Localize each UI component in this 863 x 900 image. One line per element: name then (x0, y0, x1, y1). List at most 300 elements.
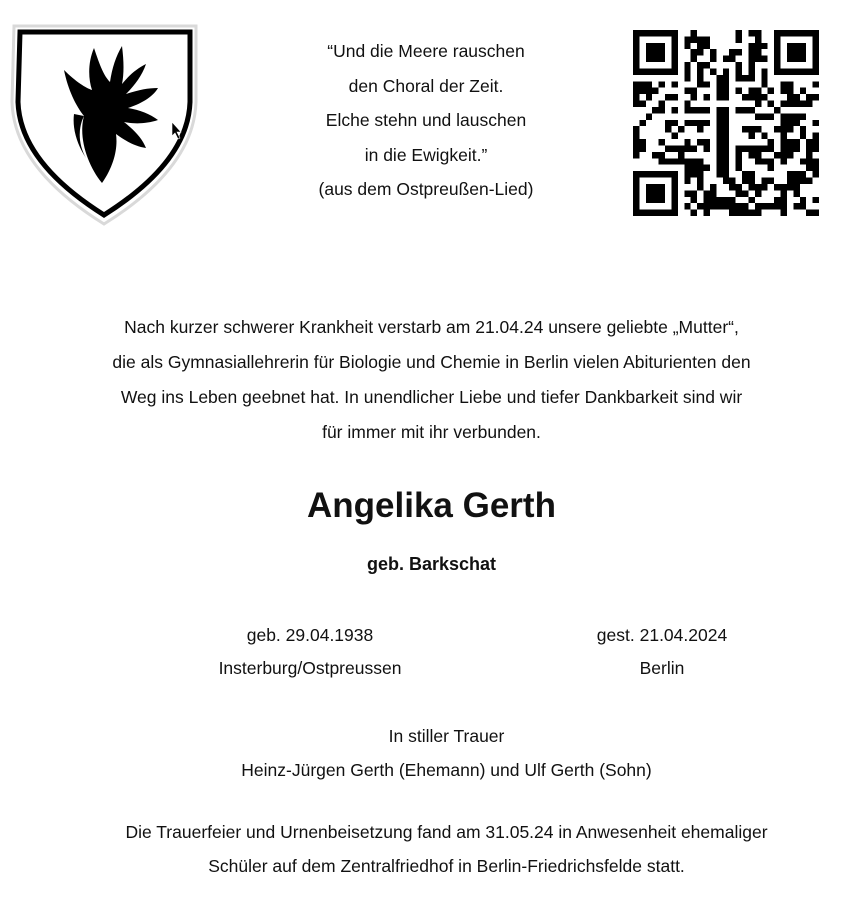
qr-module (704, 81, 710, 87)
qr-module (800, 30, 806, 36)
qr-module (781, 152, 787, 158)
qr-module (652, 43, 658, 49)
qr-module (774, 49, 780, 55)
qr-module (665, 145, 671, 151)
qr-module (659, 184, 665, 190)
qr-module (800, 126, 806, 132)
qr-module (806, 178, 812, 184)
qr-module (748, 107, 754, 113)
qr-module (781, 126, 787, 132)
qr-module (710, 190, 716, 196)
qr-module (755, 190, 761, 196)
motto-quote (250, 34, 602, 207)
qr-module (710, 68, 716, 74)
qr-module (633, 81, 639, 87)
maiden-name: geb. Barkschat (366, 554, 497, 574)
qr-module (787, 81, 793, 87)
qr-module (806, 101, 812, 107)
intro-line: Weg ins Leben geebnet hat. In unendlicher Liebe und tiefer Dankbarkeit sind wir (120, 387, 743, 407)
qr-module (774, 36, 780, 42)
qr-module (748, 210, 754, 216)
qr-module (787, 30, 793, 36)
qr-module (652, 210, 658, 216)
qr-module (671, 133, 677, 139)
qr-module (806, 210, 812, 216)
qr-module (691, 120, 697, 126)
qr-module (781, 139, 787, 145)
qr-module (736, 62, 742, 68)
qr-module (742, 75, 748, 81)
qr-module (729, 210, 735, 216)
qr-module (684, 158, 690, 164)
qr-module (671, 68, 677, 74)
qr-module (742, 126, 748, 132)
qr-module (723, 203, 729, 209)
qr-module (793, 184, 799, 190)
qr-module (761, 203, 767, 209)
qr-module (633, 203, 639, 209)
qr-module (793, 171, 799, 177)
qr-module (716, 203, 722, 209)
qr-module (787, 139, 793, 145)
qr-module (742, 203, 748, 209)
qr-module (639, 30, 645, 36)
qr-module (800, 197, 806, 203)
qr-module (646, 49, 652, 55)
qr-module (768, 165, 774, 171)
qr-module (639, 88, 645, 94)
qr-module (678, 126, 684, 132)
qr-module (748, 30, 754, 36)
qr-module (768, 88, 774, 94)
qr-module (781, 197, 787, 203)
qr-module (723, 171, 729, 177)
qr-module (793, 49, 799, 55)
qr-module (659, 152, 665, 158)
qr-module (684, 165, 690, 171)
elk-antler-coat-of-arms-icon (6, 18, 202, 230)
qr-module (716, 81, 722, 87)
qr-module (755, 94, 761, 100)
qr-module (813, 56, 819, 62)
qr-module (652, 107, 658, 113)
qr-module (768, 113, 774, 119)
qr-module (659, 190, 665, 196)
qr-module (704, 94, 710, 100)
qr-module (774, 152, 780, 158)
qr-module (793, 120, 799, 126)
qr-module (633, 133, 639, 139)
qr-module (793, 178, 799, 184)
qr-module (646, 190, 652, 196)
qr-module (697, 81, 703, 87)
qr-module (748, 197, 754, 203)
qr-module (755, 113, 761, 119)
qr-module (646, 88, 652, 94)
qr-module (716, 75, 722, 81)
qr-module (716, 145, 722, 151)
qr-module (639, 171, 645, 177)
qr-module (736, 88, 742, 94)
service-line: Die Trauerfeier und Urnenbeisetzung fand am 31.05.24 in Anwesenheit ehemaliger (125, 822, 768, 842)
qr-module (729, 178, 735, 184)
qr-module (684, 171, 690, 177)
qr-module (781, 184, 787, 190)
qr-module (697, 165, 703, 171)
qr-module (800, 68, 806, 74)
death-place: Berlin (639, 658, 685, 678)
qr-module (704, 165, 710, 171)
intro-line: Nach kurzer schwerer Krankheit verstarb am 21.04.24 unsere geliebte „Mutter“, (124, 317, 739, 337)
qr-module (768, 145, 774, 151)
qr-module (704, 139, 710, 145)
qr-module (659, 139, 665, 145)
qr-module (704, 43, 710, 49)
qr-module (755, 88, 761, 94)
qr-module (646, 197, 652, 203)
qr-module (704, 203, 710, 209)
qr-module (671, 49, 677, 55)
qr-module (691, 30, 697, 36)
qr-module (806, 94, 812, 100)
qr-module (806, 165, 812, 171)
qr-module (781, 101, 787, 107)
qr-module (697, 178, 703, 184)
qr-module (787, 145, 793, 151)
qr-module (729, 197, 735, 203)
qr-module (671, 190, 677, 196)
qr-module (684, 36, 690, 42)
qr-module (659, 56, 665, 62)
qr-module (671, 107, 677, 113)
qr-module (813, 94, 819, 100)
qr-module (729, 56, 735, 62)
qr-module (787, 101, 793, 107)
qr-module (774, 184, 780, 190)
qr-module (633, 94, 639, 100)
qr-module (678, 158, 684, 164)
qr-module (813, 81, 819, 87)
qr-module (633, 101, 639, 107)
qr-module (781, 158, 787, 164)
qr-module (761, 43, 767, 49)
qr-module (716, 133, 722, 139)
qr-module (736, 68, 742, 74)
mourners: Heinz-Jürgen Gerth (Ehemann) und Ulf Gerth (Sohn) (241, 760, 652, 780)
qr-module (716, 120, 722, 126)
qr-module (671, 203, 677, 209)
qr-module (671, 56, 677, 62)
qr-module (742, 94, 748, 100)
qr-module (800, 178, 806, 184)
qr-module (787, 152, 793, 158)
qr-module (659, 30, 665, 36)
qr-module (723, 94, 729, 100)
qr-module (800, 43, 806, 49)
qr-module (787, 88, 793, 94)
qr-module (691, 94, 697, 100)
deceased-name: Angelika Gerth (307, 486, 556, 525)
qr-module (665, 171, 671, 177)
qr-module (652, 88, 658, 94)
qr-module (665, 126, 671, 132)
qr-module (787, 120, 793, 126)
qr-module (671, 94, 677, 100)
qr-module (748, 88, 754, 94)
birth-date: geb. 29.04.1938 (246, 625, 374, 645)
qr-module (659, 158, 665, 164)
qr-module (697, 126, 703, 132)
qr-module (697, 36, 703, 42)
qr-module (813, 30, 819, 36)
qr-module (787, 43, 793, 49)
qr-module (736, 36, 742, 42)
qr-module (684, 88, 690, 94)
qr-module (742, 107, 748, 113)
qr-module (742, 178, 748, 184)
qr-module (671, 145, 677, 151)
qr-module (813, 145, 819, 151)
qr-module (697, 158, 703, 164)
qr-module (755, 49, 761, 55)
qr-module (646, 68, 652, 74)
qr-module (659, 210, 665, 216)
qr-module (787, 178, 793, 184)
qr-module (736, 49, 742, 55)
qr-module (755, 36, 761, 42)
qr-module (671, 36, 677, 42)
qr-module (646, 81, 652, 87)
qr-module (806, 68, 812, 74)
qr-module (806, 158, 812, 164)
qr-module (723, 81, 729, 87)
qr-module (652, 197, 658, 203)
qr-module (781, 190, 787, 196)
qr-module (633, 145, 639, 151)
qr-module (723, 197, 729, 203)
qr-module (678, 145, 684, 151)
qr-module (704, 107, 710, 113)
qr-module (671, 120, 677, 126)
qr-module (723, 75, 729, 81)
qr-module (787, 126, 793, 132)
qr-module (659, 171, 665, 177)
qr-module (652, 171, 658, 177)
qr-module (787, 56, 793, 62)
qr-module (781, 133, 787, 139)
qr-module (691, 49, 697, 55)
qr-module (755, 210, 761, 216)
qr-module (723, 126, 729, 132)
qr-module (723, 120, 729, 126)
qr-module (691, 197, 697, 203)
qr-module (736, 184, 742, 190)
qr-module (633, 68, 639, 74)
qr-module (652, 30, 658, 36)
qr-module (697, 203, 703, 209)
qr-module (716, 88, 722, 94)
qr-module (684, 190, 690, 196)
qr-module (671, 62, 677, 68)
qr-module (639, 145, 645, 151)
qr-module (665, 120, 671, 126)
qr-module (774, 203, 780, 209)
qr-module (633, 171, 639, 177)
qr-module (761, 81, 767, 87)
motto-line: “Und die Meere rauschen (327, 41, 525, 61)
qr-code-icon (633, 30, 819, 216)
motto-source: (aus dem Ostpreußen-Lied) (318, 179, 534, 200)
qr-module (633, 30, 639, 36)
qr-module (800, 88, 806, 94)
qr-module (665, 68, 671, 74)
qr-module (723, 113, 729, 119)
qr-module (639, 139, 645, 145)
qr-module (774, 107, 780, 113)
qr-module (678, 152, 684, 158)
qr-module (671, 178, 677, 184)
death-date: gest. 21.04.2024 (596, 625, 728, 645)
qr-module (704, 210, 710, 216)
qr-module (729, 184, 735, 190)
qr-module (665, 210, 671, 216)
qr-module (633, 197, 639, 203)
qr-module (748, 171, 754, 177)
qr-module (748, 94, 754, 100)
qr-module (684, 62, 690, 68)
qr-module (710, 56, 716, 62)
qr-module (646, 184, 652, 190)
qr-module (755, 152, 761, 158)
qr-module (793, 190, 799, 196)
qr-module (691, 107, 697, 113)
qr-module (691, 36, 697, 42)
qr-module (813, 158, 819, 164)
mourning-block (0, 719, 863, 787)
qr-module (748, 62, 754, 68)
qr-module (755, 43, 761, 49)
qr-module (723, 178, 729, 184)
qr-module (652, 190, 658, 196)
qr-module (755, 184, 761, 190)
qr-module (768, 158, 774, 164)
qr-module (671, 158, 677, 164)
qr-module (639, 68, 645, 74)
qr-module (748, 178, 754, 184)
qr-module (793, 94, 799, 100)
qr-module (736, 203, 742, 209)
qr-module (633, 184, 639, 190)
qr-module (697, 62, 703, 68)
qr-module (684, 101, 690, 107)
qr-module (716, 139, 722, 145)
qr-module (774, 62, 780, 68)
qr-module (684, 75, 690, 81)
qr-module (716, 94, 722, 100)
qr-module (633, 126, 639, 132)
motto-line: in die Ewigkeit.” (364, 144, 488, 165)
qr-module (781, 113, 787, 119)
qr-module (748, 184, 754, 190)
qr-module (748, 126, 754, 132)
qr-module (748, 68, 754, 74)
qr-module (761, 178, 767, 184)
qr-module (646, 171, 652, 177)
qr-module (659, 49, 665, 55)
qr-module (761, 145, 767, 151)
qr-module (761, 75, 767, 81)
qr-module (723, 68, 729, 74)
qr-module (704, 62, 710, 68)
qr-module (736, 75, 742, 81)
qr-module (633, 178, 639, 184)
qr-module (697, 171, 703, 177)
intro-line: die als Gymnasiallehrerin für Biologie und Chemie in Berlin vielen Abiturienten den (112, 352, 751, 372)
qr-module (671, 197, 677, 203)
qr-module (748, 75, 754, 81)
qr-module (659, 107, 665, 113)
qr-module (639, 210, 645, 216)
qr-module (646, 210, 652, 216)
qr-module (723, 152, 729, 158)
qr-module (755, 126, 761, 132)
qr-module (659, 81, 665, 87)
qr-module (633, 43, 639, 49)
qr-module (736, 210, 742, 216)
qr-module (793, 68, 799, 74)
qr-module (742, 190, 748, 196)
qr-module (633, 152, 639, 158)
qr-module (787, 113, 793, 119)
qr-module (748, 49, 754, 55)
qr-module (684, 139, 690, 145)
qr-module (633, 139, 639, 145)
qr-module (774, 197, 780, 203)
qr-module (813, 49, 819, 55)
qr-module (639, 101, 645, 107)
qr-module (793, 56, 799, 62)
qr-module (736, 165, 742, 171)
qr-module (659, 43, 665, 49)
qr-module (774, 126, 780, 132)
qr-module (684, 120, 690, 126)
qr-module (813, 62, 819, 68)
qr-module (697, 184, 703, 190)
qr-module (755, 30, 761, 36)
qr-module (781, 68, 787, 74)
death-info (512, 619, 812, 685)
qr-module (793, 203, 799, 209)
qr-module (633, 62, 639, 68)
qr-module (761, 56, 767, 62)
qr-module (729, 203, 735, 209)
service-line: Schüler auf dem Zentralfriedhof in Berlin-Friedrichsfelde statt. (208, 856, 685, 876)
qr-module (697, 75, 703, 81)
qr-module (716, 197, 722, 203)
qr-module (633, 56, 639, 62)
qr-module (755, 101, 761, 107)
qr-module (774, 30, 780, 36)
qr-module (684, 107, 690, 113)
qr-module (671, 210, 677, 216)
qr-module (742, 145, 748, 151)
qr-module (659, 101, 665, 107)
qr-module (800, 171, 806, 177)
qr-module (761, 184, 767, 190)
qr-module (639, 81, 645, 87)
qr-module (646, 30, 652, 36)
qr-module (736, 145, 742, 151)
